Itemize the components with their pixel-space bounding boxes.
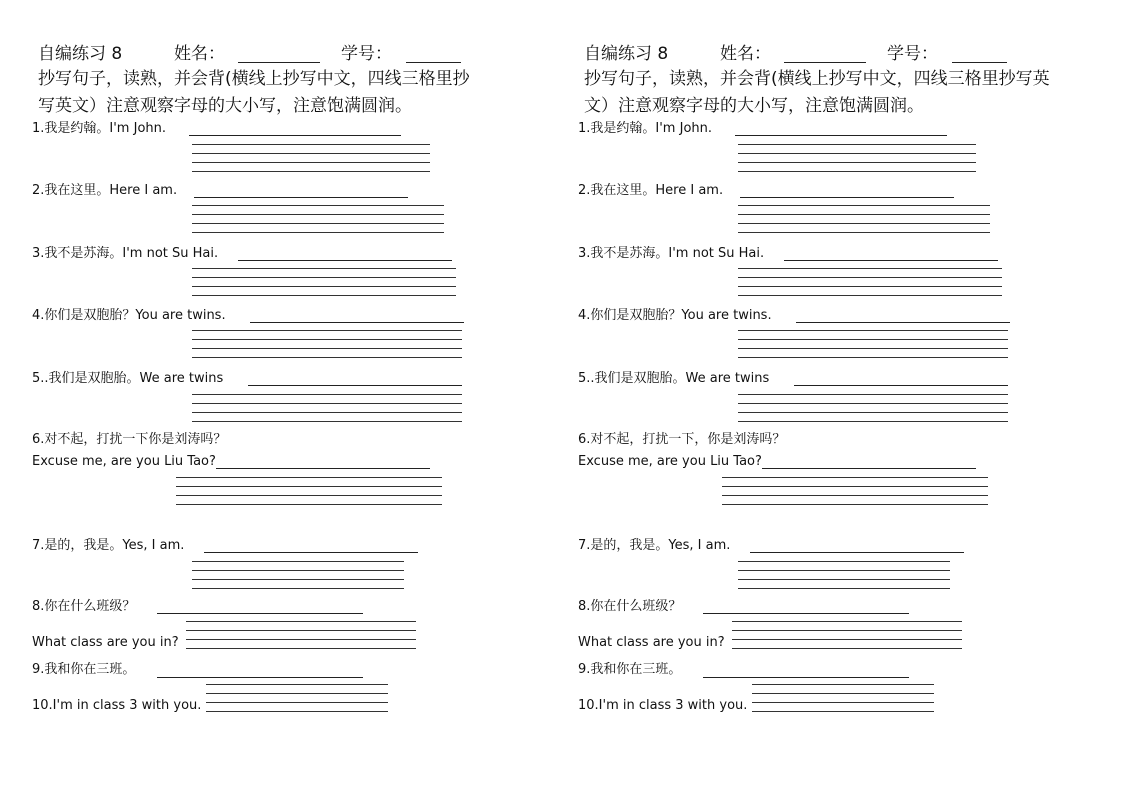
item-2-writing-lines[interactable] bbox=[192, 205, 444, 235]
instruction-line-1: 抄写句子，读熟，并会背(横线上抄写中文，四线三格里抄写英 bbox=[584, 69, 1050, 89]
item-10-writing-lines[interactable] bbox=[206, 684, 388, 714]
item-4-prompt: 4.你们是双胞胎？You are twins. bbox=[578, 308, 772, 323]
item-6-chinese-line[interactable] bbox=[762, 468, 976, 469]
item-2-prompt: 2.我在这里。Here I am. bbox=[578, 183, 724, 198]
item-8-english-prompt: What class are you in? bbox=[578, 635, 725, 650]
name-blank[interactable] bbox=[238, 48, 320, 63]
item-7-prompt: 7.是的，我是。Yes, I am. bbox=[32, 538, 185, 553]
item-5-prompt: 5..我们是双胞胎。We are twins bbox=[32, 371, 224, 386]
item-1-prompt: 1.我是约翰。I'm John. bbox=[32, 121, 167, 136]
item-8-chinese-line[interactable] bbox=[157, 613, 363, 614]
worksheet-left bbox=[0, 0, 546, 793]
item-10-writing-lines[interactable] bbox=[752, 684, 934, 714]
item-5-writing-lines[interactable] bbox=[192, 394, 462, 424]
item-10-prompt: 10.I'm in class 3 with you. bbox=[32, 698, 202, 713]
item-3-chinese-line[interactable] bbox=[238, 260, 452, 261]
item-4-prompt: 4.你们是双胞胎？You are twins. bbox=[32, 308, 226, 323]
item-9-prompt: 9.我和你在三班。 bbox=[32, 662, 136, 677]
item-8-prompt: 8.你在什么班级？ bbox=[578, 599, 682, 614]
item-2-chinese-line[interactable] bbox=[740, 197, 954, 198]
item-3-writing-lines[interactable] bbox=[738, 268, 1002, 298]
student-id-blank[interactable] bbox=[952, 48, 1007, 63]
item-3-prompt: 3.我不是苏海。I'm not Su Hai. bbox=[32, 246, 219, 261]
student-id-blank[interactable] bbox=[406, 48, 461, 63]
item-6-prompt: 6.对不起，打扰一下，你是刘涛吗？ bbox=[578, 432, 786, 447]
item-8-prompt: 8.你在什么班级？ bbox=[32, 599, 136, 614]
item-7-prompt: 7.是的，我是。Yes, I am. bbox=[578, 538, 731, 553]
item-2-prompt: 2.我在这里。Here I am. bbox=[32, 183, 178, 198]
item-10-prompt: 10.I'm in class 3 with you. bbox=[578, 698, 748, 713]
worksheet-title: 自编练习 8 bbox=[38, 44, 123, 64]
item-7-chinese-line[interactable] bbox=[204, 552, 418, 553]
item-6-writing-lines[interactable] bbox=[722, 477, 988, 507]
item-9-prompt: 9.我和你在三班。 bbox=[578, 662, 682, 677]
worksheet-title: 自编练习 8 bbox=[584, 44, 669, 64]
item-7-chinese-line[interactable] bbox=[750, 552, 964, 553]
item-6-english-prompt: Excuse me, are you Liu Tao? bbox=[32, 454, 216, 469]
instructions bbox=[584, 66, 1089, 120]
item-3-prompt: 3.我不是苏海。I'm not Su Hai. bbox=[578, 246, 765, 261]
item-4-writing-lines[interactable] bbox=[192, 330, 462, 360]
item-1-chinese-line[interactable] bbox=[189, 135, 401, 136]
instruction-line-2: 文）注意观察字母的大小写，注意饱满圆润。 bbox=[584, 96, 924, 116]
item-2-writing-lines[interactable] bbox=[738, 205, 990, 235]
item-4-writing-lines[interactable] bbox=[738, 330, 1008, 360]
item-6-english-prompt: Excuse me, are you Liu Tao? bbox=[578, 454, 762, 469]
name-blank[interactable] bbox=[784, 48, 866, 63]
item-2-chinese-line[interactable] bbox=[194, 197, 408, 198]
item-5-chinese-line[interactable] bbox=[248, 385, 462, 386]
student-id-label: 学号： bbox=[341, 44, 392, 64]
item-8-chinese-line[interactable] bbox=[703, 613, 909, 614]
item-5-chinese-line[interactable] bbox=[794, 385, 1008, 386]
instruction-line-2: 写英文）注意观察字母的大小写，注意饱满圆润。 bbox=[38, 96, 412, 116]
item-4-chinese-line[interactable] bbox=[250, 322, 464, 323]
item-5-writing-lines[interactable] bbox=[738, 394, 1008, 424]
item-6-prompt: 6.对不起，打扰一下你是刘涛吗？ bbox=[32, 432, 227, 447]
item-1-chinese-line[interactable] bbox=[735, 135, 947, 136]
item-4-chinese-line[interactable] bbox=[796, 322, 1010, 323]
item-7-writing-lines[interactable] bbox=[192, 561, 404, 591]
worksheet-right bbox=[546, 0, 1092, 793]
name-label: 姓名： bbox=[174, 44, 225, 64]
item-5-prompt: 5..我们是双胞胎。We are twins bbox=[578, 371, 770, 386]
instruction-line-1: 抄写句子，读熟，并会背(横线上抄写中文，四线三格里抄 bbox=[38, 69, 470, 89]
instructions bbox=[38, 66, 538, 120]
student-id-label: 学号： bbox=[887, 44, 938, 64]
item-3-chinese-line[interactable] bbox=[784, 260, 998, 261]
item-9-chinese-line[interactable] bbox=[703, 677, 909, 678]
item-1-writing-lines[interactable] bbox=[738, 144, 976, 174]
item-6-writing-lines[interactable] bbox=[176, 477, 442, 507]
item-8-writing-lines[interactable] bbox=[186, 621, 416, 651]
item-3-writing-lines[interactable] bbox=[192, 268, 456, 298]
item-8-english-prompt: What class are you in? bbox=[32, 635, 179, 650]
item-8-writing-lines[interactable] bbox=[732, 621, 962, 651]
item-1-writing-lines[interactable] bbox=[192, 144, 430, 174]
item-7-writing-lines[interactable] bbox=[738, 561, 950, 591]
item-6-chinese-line[interactable] bbox=[216, 468, 430, 469]
item-1-prompt: 1.我是约翰。I'm John. bbox=[578, 121, 713, 136]
item-9-chinese-line[interactable] bbox=[157, 677, 363, 678]
name-label: 姓名： bbox=[720, 44, 771, 64]
